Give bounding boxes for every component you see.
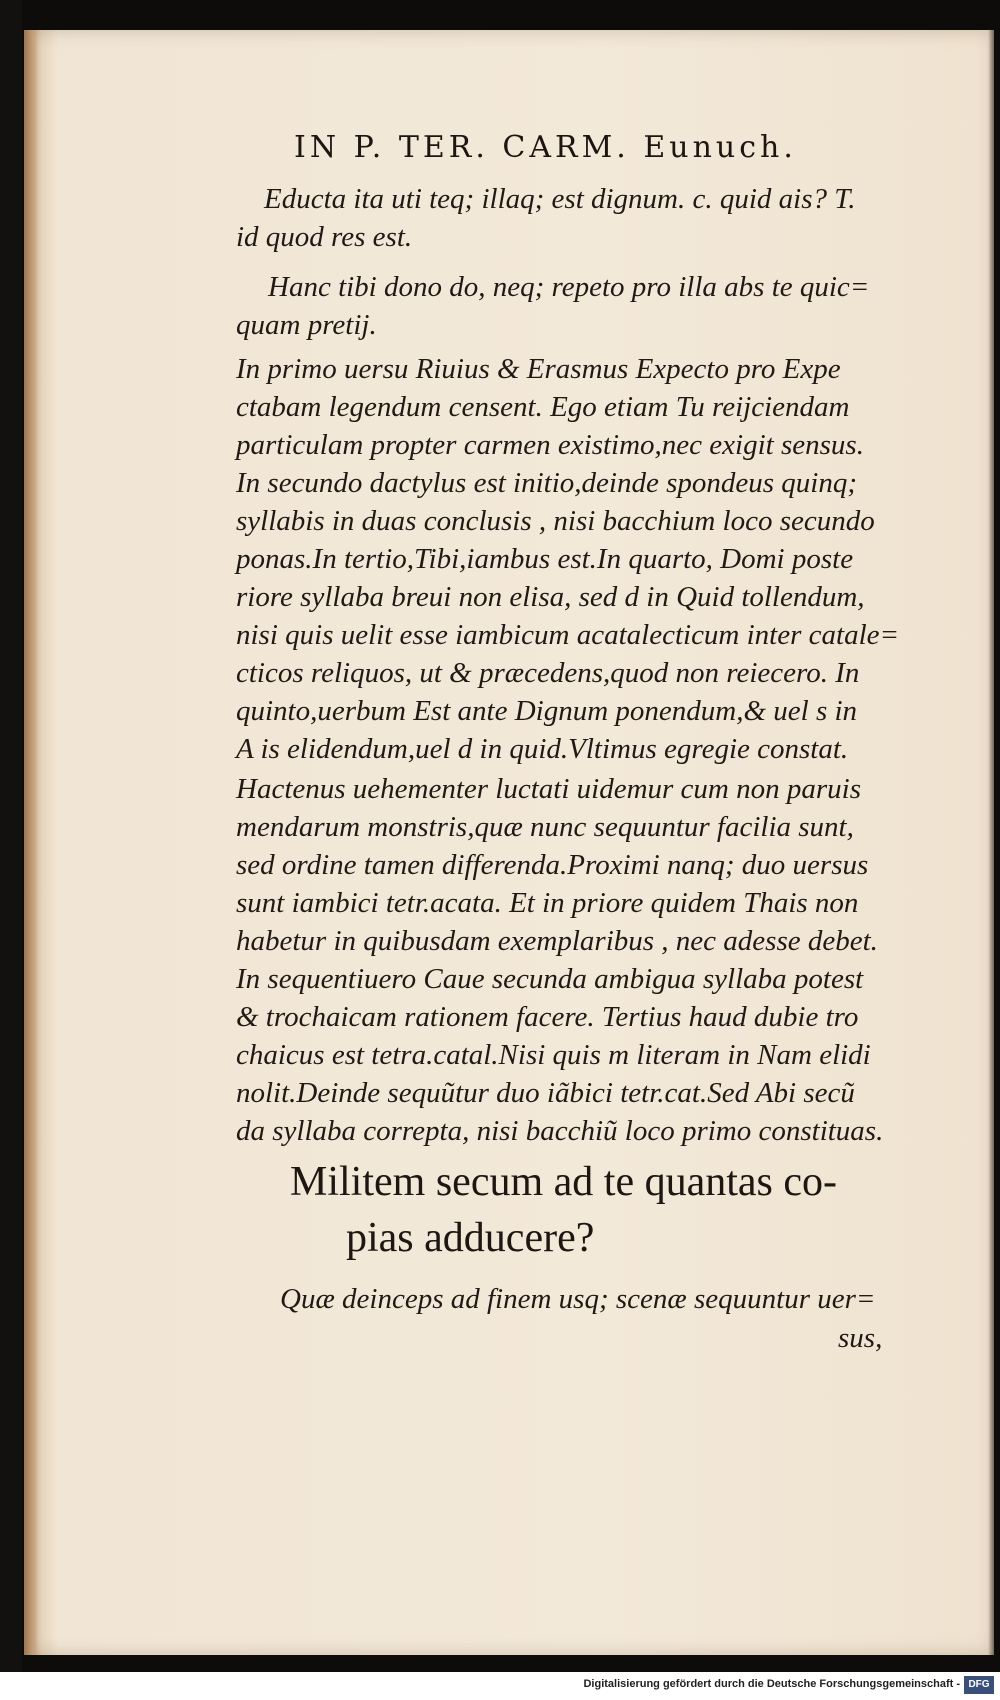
text-line: particulam propter carmen existimo,nec exigit sensus. xyxy=(236,429,864,461)
text-line: quam pretij. xyxy=(236,309,377,341)
text-line: cticos reliquos, ut & præcedens,quod non reiecero. In xyxy=(236,657,860,689)
text-line: mendarum monstris,quæ nunc sequuntur facilia sunt, xyxy=(236,811,854,843)
text-line: & trochaicam rationem facere. Tertius haud dubie tro xyxy=(236,1001,859,1033)
text-line: ponas.In tertio,Tibi,iambus est.In quarto, Domi poste xyxy=(236,543,854,575)
catchword: sus, xyxy=(838,1322,883,1354)
page-left-edge xyxy=(24,30,38,1655)
text-line: habetur in quibusdam exemplaribus , nec adesse debet. xyxy=(236,925,878,957)
verse-line: Militem secum ad te quantas co- xyxy=(290,1159,838,1205)
text-line: syllabis in duas conclusis , nisi bacchium loco secundo xyxy=(236,505,875,537)
text-line: ctabam legendum censent. Ego etiam Tu reijciendam xyxy=(236,391,850,423)
running-head: IN P. TER. CARM. Eunuch. xyxy=(294,130,797,165)
scan-gutter xyxy=(0,0,22,1700)
funding-credit: Digitalisierung gefördert durch die Deutsche Forschungsgemeinschaft - xyxy=(583,1678,960,1690)
text-line: Hanc tibi dono do, neq; repeto pro illa abs te quic= xyxy=(268,271,870,303)
page-right-edge xyxy=(988,30,994,1655)
book-page xyxy=(24,30,994,1655)
text-line: chaicus est tetra.catal.Nisi quis m literam in Nam elidi xyxy=(236,1039,871,1071)
digitization-footer xyxy=(0,1672,1000,1700)
text-line: In secundo dactylus est initio,deinde spondeus quinq; xyxy=(236,467,857,499)
dfg-logo: DFG xyxy=(964,1676,994,1694)
text-line: In primo uersu Riuius & Erasmus Expecto pro Expe xyxy=(236,353,841,385)
text-line: Educta ita uti teq; illaq; est dignum. c. quid ais? T. xyxy=(264,183,856,215)
text-line: In sequentiuero Caue secunda ambigua syllaba potest xyxy=(236,963,864,995)
text-line: nisi quis uelit esse iambicum acatalecticum inter catale= xyxy=(236,619,900,651)
text-line: quinto,uerbum Est ante Dignum ponendum,& uel s in xyxy=(236,695,858,727)
verse-line: pias adducere? xyxy=(346,1215,595,1261)
text-line: sed ordine tamen differenda.Proximi nanq; duo uersus xyxy=(236,849,869,881)
text-line: da syllaba correpta, nisi bacchiũ loco primo constituas. xyxy=(236,1115,884,1147)
text-line: Quæ deinceps ad finem usq; scenæ sequuntur uer= xyxy=(280,1283,876,1315)
text-line: Hactenus uehementer luctati uidemur cum non paruis xyxy=(236,773,862,805)
text-line: sunt iambici tetr.acata. Et in priore quidem Thais non xyxy=(236,887,859,919)
text-line: A is elidendum,uel d in quid.Vltimus egregie constat. xyxy=(236,733,849,765)
text-line: nolit.Deinde sequũtur duo iãbici tetr.cat.Sed Abi secũ xyxy=(236,1077,855,1109)
text-line: riore syllaba breui non elisa, sed d in Quid tollendum, xyxy=(236,581,865,613)
text-line: id quod res est. xyxy=(236,221,413,253)
